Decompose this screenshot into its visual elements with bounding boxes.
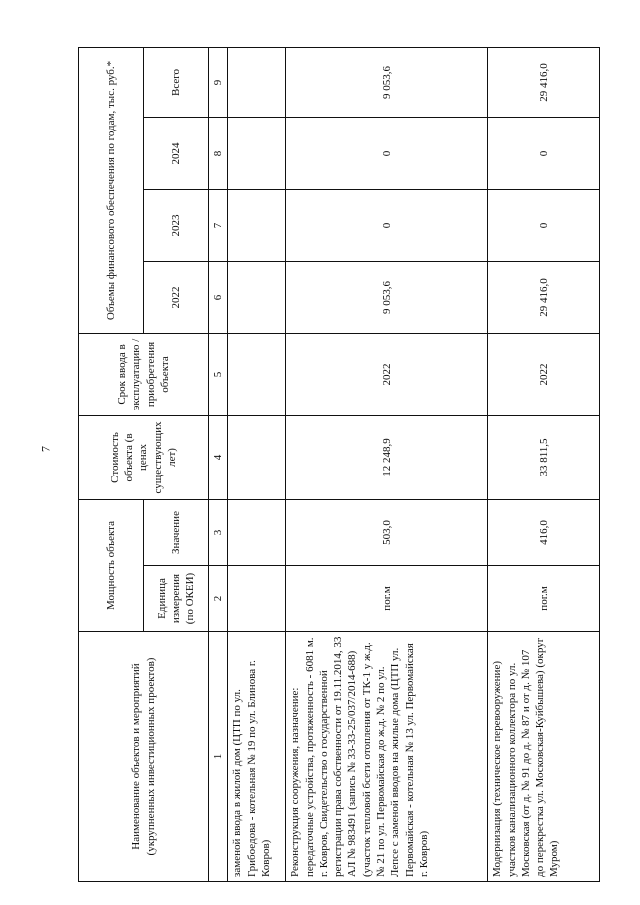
row-value: 503,0	[286, 499, 488, 565]
row-unit	[228, 566, 286, 632]
col-number: 1	[209, 632, 228, 882]
table-row	[286, 47, 488, 881]
header-total: Всего	[144, 47, 209, 117]
col-number: 7	[209, 189, 228, 261]
row-total: 29 416,0	[488, 47, 600, 117]
row-name: заменой ввода в жилой дом (ЦТП по ул. Грибоедова - котельная № 19 по ул. Блинова г. Ковров)	[228, 632, 286, 882]
row-cost: 12 248,9	[286, 415, 488, 499]
row-2024: 0	[488, 117, 600, 189]
row-name: Модернизация (техническое перевооружение) участков канализационного коллектора по ул. Московская (от д. № 91 до д. № 87 и от д. № 107 до перекрестка ул. Московская-Куйбышева) (округ Муром)	[488, 632, 600, 882]
row-value: 416,0	[488, 499, 600, 565]
investment-table	[78, 47, 600, 882]
col-number: 5	[209, 333, 228, 415]
row-2023: 0	[286, 189, 488, 261]
table-row	[488, 47, 600, 881]
header-value: Значение	[144, 499, 209, 565]
col-number: 2	[209, 566, 228, 632]
row-2024	[228, 117, 286, 189]
row-total	[228, 47, 286, 117]
rotated-page	[78, 48, 598, 882]
header-term: Срок ввода в эксплуатацию / приобретения объекта	[79, 333, 209, 415]
row-2023: 0	[488, 189, 600, 261]
page-number: 7	[38, 446, 53, 452]
header-2024: 2024	[144, 117, 209, 189]
row-cost: 33 811,5	[488, 415, 600, 499]
row-term: 2022	[286, 333, 488, 415]
row-2022: 9 053,6	[286, 261, 488, 333]
header-capacity: Мощность объекта	[79, 499, 144, 631]
row-term: 2022	[488, 333, 600, 415]
row-cost	[228, 415, 286, 499]
row-2024: 0	[286, 117, 488, 189]
row-2023	[228, 189, 286, 261]
header-2022: 2022	[144, 261, 209, 333]
header-name: Наименование объектов и мероприятий (укрупненных инвестиционных проектов)	[79, 632, 209, 882]
row-unit: пог.м	[286, 566, 488, 632]
header-2023: 2023	[144, 189, 209, 261]
row-name: Реконструкция сооружения, назначение: передаточные устройства, протяженность - 6081 м. г. Ковров, Свидетельство о государственной регистрации права собственности от 19.11.2014, 33 АЛ № 983491 (запись № 33-33-25/037/2014-688) (участок тепловой бсети отопления от ТК-1 у ж.д. № 21 по ул. Первомайская до ж.д. № 2 по ул. Лепсе с заменой вводов на жилые дома (ЦТП ул. Первомайская - котельная № 13 ул. Первомайская г. Ковров)	[286, 632, 488, 882]
row-term	[228, 333, 286, 415]
col-number: 3	[209, 499, 228, 565]
row-unit: пог.м	[488, 566, 600, 632]
row-value	[228, 499, 286, 565]
col-number: 9	[209, 47, 228, 117]
row-2022	[228, 261, 286, 333]
header-cost: Стоимость объекта (в ценах существующих лет)	[79, 415, 209, 499]
col-number: 4	[209, 415, 228, 499]
row-2022: 29 416,0	[488, 261, 600, 333]
row-total: 9 053,6	[286, 47, 488, 117]
header-unit: Единица измерения (по ОКЕИ)	[144, 566, 209, 632]
table-row	[228, 47, 286, 881]
header-finance: Объемы финансового обеспечения по годам, тыс. руб.*	[79, 47, 144, 333]
col-number: 6	[209, 261, 228, 333]
col-number: 8	[209, 117, 228, 189]
